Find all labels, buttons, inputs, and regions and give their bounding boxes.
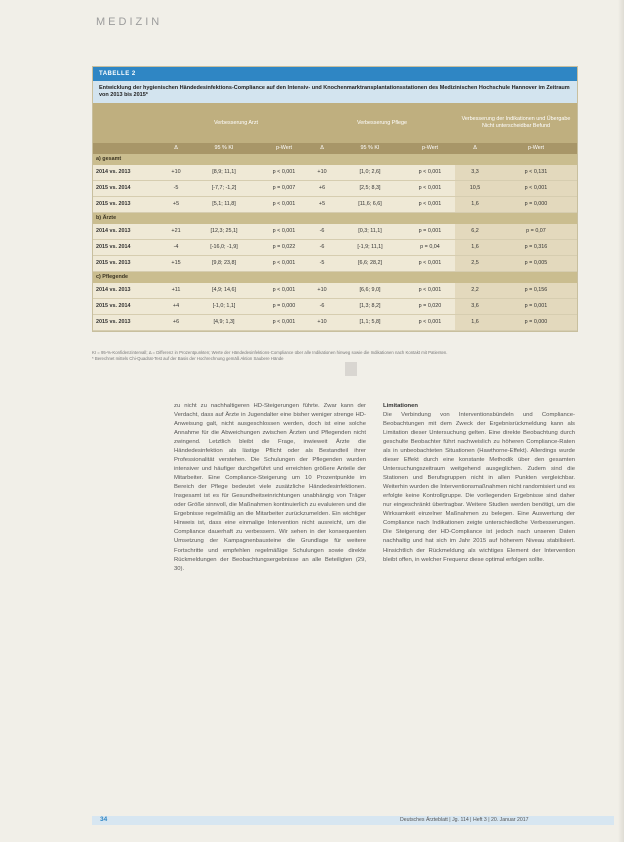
table-cell: -6 bbox=[309, 239, 335, 255]
page-number: 34 bbox=[100, 816, 108, 823]
table-cell: p = 0,07 bbox=[495, 224, 577, 240]
table-row bbox=[93, 255, 577, 271]
table-cell: [-16,0; -1,9] bbox=[189, 239, 259, 255]
row-label: 2015 vs. 2013 bbox=[93, 255, 163, 271]
compliance-table bbox=[93, 103, 577, 331]
table-cell: p = 0,022 bbox=[259, 239, 309, 255]
table-cell: p = 0,316 bbox=[495, 239, 577, 255]
table-cell: 2,5 bbox=[455, 255, 495, 271]
table-cell: p < 0,001 bbox=[405, 283, 455, 299]
table-cell: [1,3; 8,2] bbox=[335, 298, 405, 314]
table-cell: +5 bbox=[163, 196, 189, 212]
text-column-right bbox=[383, 402, 575, 565]
table-cell: p = 0,000 bbox=[495, 314, 577, 330]
table-cell: [11,6; 6,6] bbox=[335, 196, 405, 212]
table-cell: [0,3; 11,1] bbox=[335, 224, 405, 240]
table-cell: +4 bbox=[163, 298, 189, 314]
table-cell: p = 0,156 bbox=[495, 283, 577, 299]
table-cell: 3,3 bbox=[455, 165, 495, 181]
table-cell: [9,8; 23,8] bbox=[189, 255, 259, 271]
table-cell: p = 0,020 bbox=[405, 298, 455, 314]
row-label: 2015 vs. 2014 bbox=[93, 298, 163, 314]
table-footnotes bbox=[92, 350, 562, 362]
table-tag: TABELLE 2 bbox=[93, 67, 577, 81]
table-cell: +10 bbox=[309, 283, 335, 299]
table-cell: 1,6 bbox=[455, 196, 495, 212]
section-label: MEDIZIN bbox=[96, 16, 163, 28]
table-cell: [12,3; 25,1] bbox=[189, 224, 259, 240]
table-row bbox=[93, 224, 577, 240]
table-cell: p < 0,001 bbox=[405, 196, 455, 212]
footnote: KI = 95-%-Konfidenzintervall; Δ = Differenz in Prozentpunkten; Werte der Händedesinfektions-Compliance über alle Indikationen hinweg sowie die Indikationen nach Kontakt mit Patienten. bbox=[92, 350, 448, 355]
table-row bbox=[93, 196, 577, 212]
table-cell: p < 0,131 bbox=[495, 165, 577, 181]
table-cell: [-1,0; 1,1] bbox=[189, 298, 259, 314]
table-cell: +15 bbox=[163, 255, 189, 271]
footer-band bbox=[92, 816, 614, 825]
table-cell: [1,1; 5,8] bbox=[335, 314, 405, 330]
table-cell: 10,5 bbox=[455, 180, 495, 196]
table-cell: p < 0,001 bbox=[405, 165, 455, 181]
row-label: 2015 vs. 2013 bbox=[93, 314, 163, 330]
text-column-left bbox=[174, 402, 366, 574]
section-label: c) Pflegende bbox=[93, 271, 577, 283]
table-cell: [4,9; 1,3] bbox=[189, 314, 259, 330]
row-label: 2015 vs. 2013 bbox=[93, 196, 163, 212]
table-cell: 3,6 bbox=[455, 298, 495, 314]
table-row bbox=[93, 314, 577, 330]
table-cell: +6 bbox=[163, 314, 189, 330]
table-cell: 2,2 bbox=[455, 283, 495, 299]
table-cell: +5 bbox=[309, 196, 335, 212]
column-header: p-Wert bbox=[259, 143, 309, 154]
table-cell: +10 bbox=[309, 165, 335, 181]
table-row bbox=[93, 298, 577, 314]
table-cell: p < 0,001 bbox=[259, 255, 309, 271]
table-cell: p < 0,001 bbox=[259, 224, 309, 240]
paragraph: Die Verbindung von Interventionsbündeln und Compliance-Beobachtungen mit dem Zweck der Ergebnisrückmeldung kann als Limitation dieser Untersuchung gelten. Eine direkte Beobachtung durch geschulte Beobachter führt nachweislich zu höheren Compliance-Raten als in unbeobachteten Situationen (Hawthorne-Effekt). Allerdings wurde dieser Effekt durch eine konstante Methodik über den gesamten Untersuchungszeitraum weitgehend ausgeglichen. Zudem sind die Stationen und Berufsgruppen nicht in allen Punkten vergleichbar. Weiterhin wurden die Interventionsmaßnahmen nicht randomisiert und es erfolgte keine Kontrollgruppe. Die vorliegenden Ergebnisse sind daher nur eingeschränkt übertragbar. Weitere Studien werden benötigt, um die Wirksamkeit einzelner Maßnahmen zu belegen. Eine Auswertung der Compliance nach Indikationen zeigte unterschiedliche Verbesserungen. Die Steigerung der HD-Compliance ist jedoch nach unseren Daten nachhaltig und hat sich im Jahr 2015 auf höherem Niveau stabilisiert. Hinsichtlich der Rückmeldung als wichtiges Element der Intervention bleibt offen, in welcher Frequenz diese optimal erfolgen sollte. bbox=[383, 412, 575, 563]
table-cell: [-7,7; -1,2] bbox=[189, 180, 259, 196]
table-cell: p < 0,001 bbox=[259, 196, 309, 212]
footnote: * Berechnet mittels Chi-Quadrat-Test auf der Basis der Hochrechnung gemäß Aktion Saubere Hände bbox=[92, 356, 284, 362]
section-row bbox=[93, 154, 577, 165]
table-cell: p < 0,001 bbox=[259, 283, 309, 299]
table-cell: [1,0; 2,6] bbox=[335, 165, 405, 181]
table-cell: p = 0,04 bbox=[405, 239, 455, 255]
table-cell: p < 0,001 bbox=[405, 255, 455, 271]
section-label: b) Ärzte bbox=[93, 212, 577, 224]
table-cell: -6 bbox=[309, 298, 335, 314]
table-row bbox=[93, 165, 577, 181]
row-label: 2015 vs. 2014 bbox=[93, 239, 163, 255]
table-cell: p < 0,001 bbox=[259, 165, 309, 181]
table-cell: p = 0,000 bbox=[259, 298, 309, 314]
table-cell: [8,9; 11,1] bbox=[189, 165, 259, 181]
margin-marker bbox=[345, 362, 357, 376]
column-header: 95 % KI bbox=[189, 143, 259, 154]
table-cell: p = 0,005 bbox=[495, 255, 577, 271]
compliance-table-card bbox=[92, 66, 578, 332]
table-cell: p < 0,001 bbox=[495, 180, 577, 196]
section-heading: Limitationen bbox=[383, 403, 419, 409]
table-cell: p = 0,001 bbox=[405, 224, 455, 240]
table-cell: [6,6; 28,2] bbox=[335, 255, 405, 271]
column-header-row bbox=[93, 143, 577, 154]
group-header-row bbox=[93, 103, 577, 143]
table-cell: p < 0,001 bbox=[405, 180, 455, 196]
row-label: 2014 vs. 2013 bbox=[93, 283, 163, 299]
group-header: Verbesserung Pflege bbox=[309, 103, 455, 143]
table-cell: 1,6 bbox=[455, 314, 495, 330]
table-row bbox=[93, 283, 577, 299]
column-header: Δ bbox=[163, 143, 189, 154]
table-caption: Entwicklung der hygienischen Händedesinfektions-Compliance auf den Intensiv- und Knochenmarktransplantationsstationen des Medizinischen Hochschule Hannover im Zeitraum von 2013 bis 2015* bbox=[93, 81, 577, 103]
table-row bbox=[93, 180, 577, 196]
section-row bbox=[93, 271, 577, 283]
table-cell: [5,1; 11,8] bbox=[189, 196, 259, 212]
table-cell: p = 0,000 bbox=[495, 196, 577, 212]
column-header bbox=[93, 143, 163, 154]
table-cell: [6,6; 9,0] bbox=[335, 283, 405, 299]
table-cell: [4,9; 14,6] bbox=[189, 283, 259, 299]
row-label: 2014 vs. 2013 bbox=[93, 224, 163, 240]
paragraph: zu nicht zu nachhaltigeren HD-Steigerungen führte. Zwar kann der Verdacht, dass auf Ärzte in Jugendalter eine bisher weniger strenge HD-Anweisung galt, nicht ausgeschlossen werden, doch ist eine solche Annahme für die Abweichungen zwischen Ärzten und Pflegenden nicht zwingend. Letztlich bleibt die Frage, inwieweit Ärzte die Händedesinfektion als lästige Pflicht oder als Bestandteil ihrer Professionalität verstehen. Die Schulungen der Pflegenden wurden intensiver und häufiger durchgeführt und erreichten größere Anteile der Mitarbeiter. Eine Compliance-Steigerung um 10 Prozentpunkte im Bereich der Pflege bedeutet viele zusätzliche Händedesinfektionen. Insgesamt ist es für Gesundheitseinrichtungen unabhängig von Träger oder Größe sinnvoll, die Maßnahmen kontinuierlich zu evaluieren und die Ergebnisse regelmäßig an die Mitarbeiter zurückzumelden. Ein wichtiger Hinweis ist, dass eine einmalige Intervention nicht ausreicht, um die Compliance dauerhaft zu verbessern. Wir sehen in der konsequenten Umsetzung der Kampagnenbausteine die Grundlage für weitere Fortschritte und empfehlen regelmäßige Schulungen sowie direkte Rückmeldungen der Beobachtungsergebnisse an alle Beteiligten (29, 30). bbox=[174, 403, 366, 572]
table-cell: +11 bbox=[163, 283, 189, 299]
table-cell: 6,2 bbox=[455, 224, 495, 240]
table-row bbox=[93, 239, 577, 255]
column-header: 95 % KI bbox=[335, 143, 405, 154]
row-label: 2015 vs. 2014 bbox=[93, 180, 163, 196]
scan-edge-shadow bbox=[618, 0, 624, 842]
table-cell: [2,5; 8,3] bbox=[335, 180, 405, 196]
column-header: p-Wert bbox=[495, 143, 577, 154]
table-body bbox=[93, 154, 577, 331]
table-cell: p = 0,007 bbox=[259, 180, 309, 196]
table-cell: -5 bbox=[163, 180, 189, 196]
column-header: Δ bbox=[455, 143, 495, 154]
table-cell: +10 bbox=[163, 165, 189, 181]
table-cell: p < 0,001 bbox=[405, 314, 455, 330]
group-header: Verbesserung Arzt bbox=[163, 103, 309, 143]
section-row bbox=[93, 212, 577, 224]
group-header: Verbesserung der Indikationen und Übergabe Nicht unterscheidbar Befund bbox=[455, 103, 577, 143]
table-cell: p = 0,001 bbox=[495, 298, 577, 314]
column-header: p-Wert bbox=[405, 143, 455, 154]
group-header bbox=[93, 103, 163, 143]
table-cell: -5 bbox=[309, 255, 335, 271]
table-cell: p < 0,001 bbox=[259, 314, 309, 330]
table-cell: +6 bbox=[309, 180, 335, 196]
table-cell: +21 bbox=[163, 224, 189, 240]
table-cell: -4 bbox=[163, 239, 189, 255]
table-cell: [-1,9; 11,1] bbox=[335, 239, 405, 255]
table-cell: -6 bbox=[309, 224, 335, 240]
section-label: a) gesamt bbox=[93, 154, 577, 165]
table-cell: 1,6 bbox=[455, 239, 495, 255]
table-cell: +10 bbox=[309, 314, 335, 330]
row-label: 2014 vs. 2013 bbox=[93, 165, 163, 181]
journal-citation: Deutsches Ärzteblatt | Jg. 114 | Heft 3 | 20. Januar 2017 bbox=[400, 817, 529, 823]
column-header: Δ bbox=[309, 143, 335, 154]
